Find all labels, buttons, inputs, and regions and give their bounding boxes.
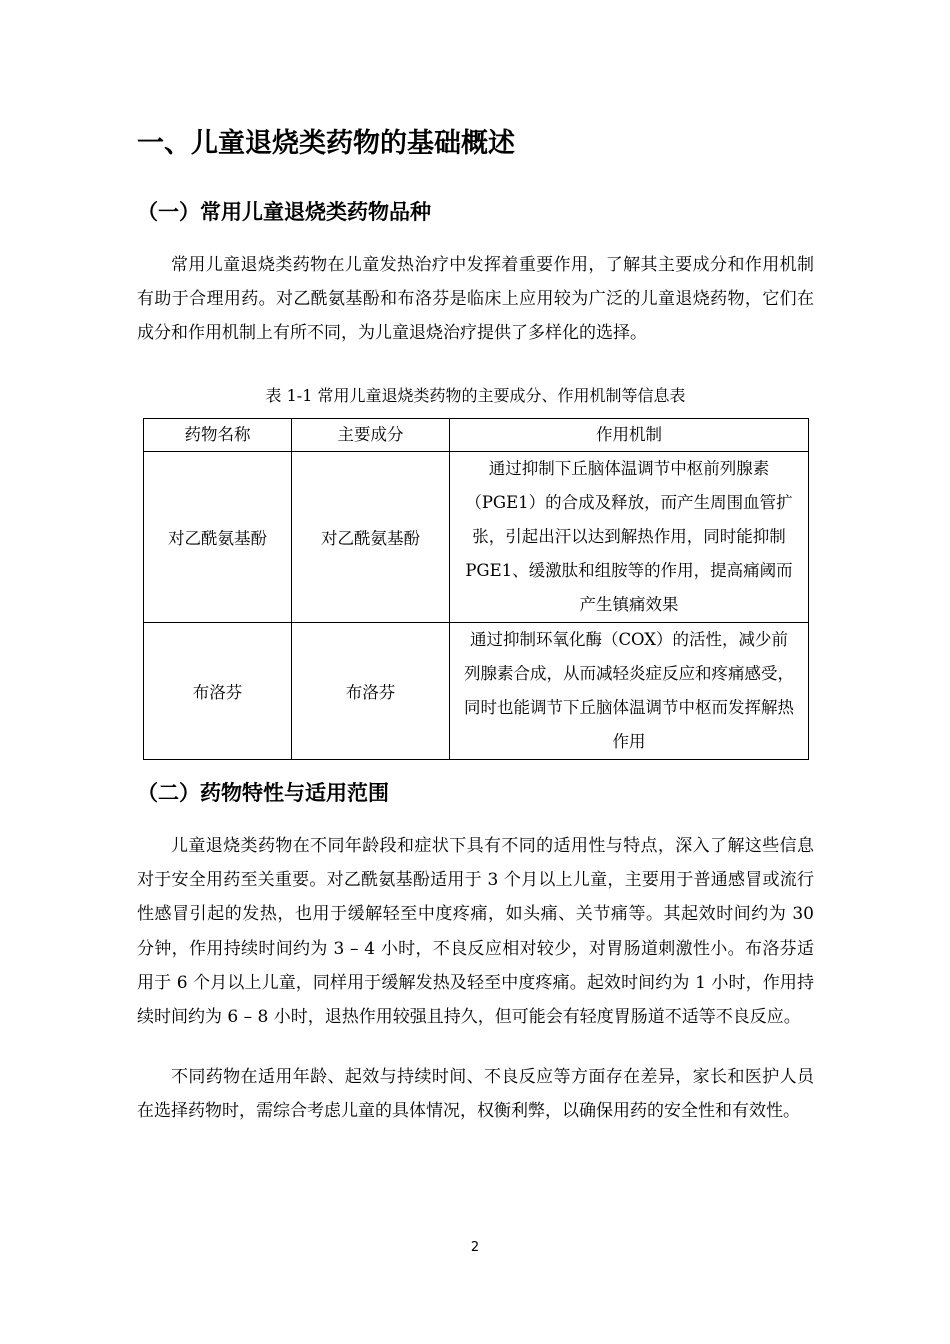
paragraph-properties: 儿童退烧类药物在不同年龄段和症状下具有不同的适用性与特点，深入了解这些信息对于安全用药至关重要。对乙酰氨基酚适用于 3 个月以上儿童，主要用于普通感冒或流行性感冒引起的发热，也用于缓解轻至中度疼痛，如头痛、关节痛等。其起效时间约为 30 分钟，作用持续时间约为 3 – 4 小时，不良反应相对较少，对胃肠道刺激性小。布洛芬适用于 6 个月以上儿童，同样用于缓解发热及轻至中度疼痛。起效时间约为 1 小时，作用持续时间约为 6 – 8 小时，退热作用较强且持久，但可能会有轻度胃肠道不适等不良反应。 [137,836,814,1028]
table-row [144,623,809,760]
header-ingredient: 主要成分 [292,419,450,452]
header-mechanism: 作用机制 [450,419,809,452]
paragraph-intro: 常用儿童退烧类药物在儿童发热治疗中发挥着重要作用，了解其主要成分和作用机制有助于合理用药。对乙酰氨基酚和布洛芬是临床上应用较为广泛的儿童退烧药物，它们在成分和作用机制上有所不同，为儿童退烧治疗提供了多样化的选择。 [137,255,814,344]
cell-mechanism: 通过抑制环氧化酶（COX）的活性，减少前列腺素合成，从而减轻炎症反应和疼痛感受，同时也能调节下丘脑体温调节中枢而发挥解热作用 [450,623,809,760]
header-drug-name: 药物名称 [144,419,292,452]
table-header-row [144,419,809,452]
table-caption: 表 1-1 常用儿童退烧类药物的主要成分、作用机制等信息表 [265,386,686,405]
page-number: 2 [470,1240,480,1255]
cell-drug-name: 对乙酰氨基酚 [144,452,292,623]
cell-ingredient: 布洛芬 [292,623,450,760]
subsection-title-1: （一）常用儿童退烧类药物品种 [137,200,431,224]
cell-drug-name: 布洛芬 [144,623,292,760]
drug-info-table [143,418,809,760]
paragraph-comparison: 不同药物在适用年龄、起效与持续时间、不良反应等方面存在差异，家长和医护人员在选择药物时，需综合考虑儿童的具体情况，权衡利弊，以确保用药的安全性和有效性。 [137,1067,814,1122]
cell-ingredient: 对乙酰氨基酚 [292,452,450,623]
cell-mechanism: 通过抑制下丘脑体温调节中枢前列腺素（PGE1）的合成及释放，而产生周围血管扩张，引起出汗以达到解热作用，同时能抑制 PGE1、缓激肽和组胺等的作用，提高痛阈而产生镇痛效果 [450,452,809,623]
section-title: 一、儿童退烧类药物的基础概述 [137,128,515,159]
table-row [144,452,809,623]
subsection-title-2: （二）药物特性与适用范围 [137,781,389,805]
